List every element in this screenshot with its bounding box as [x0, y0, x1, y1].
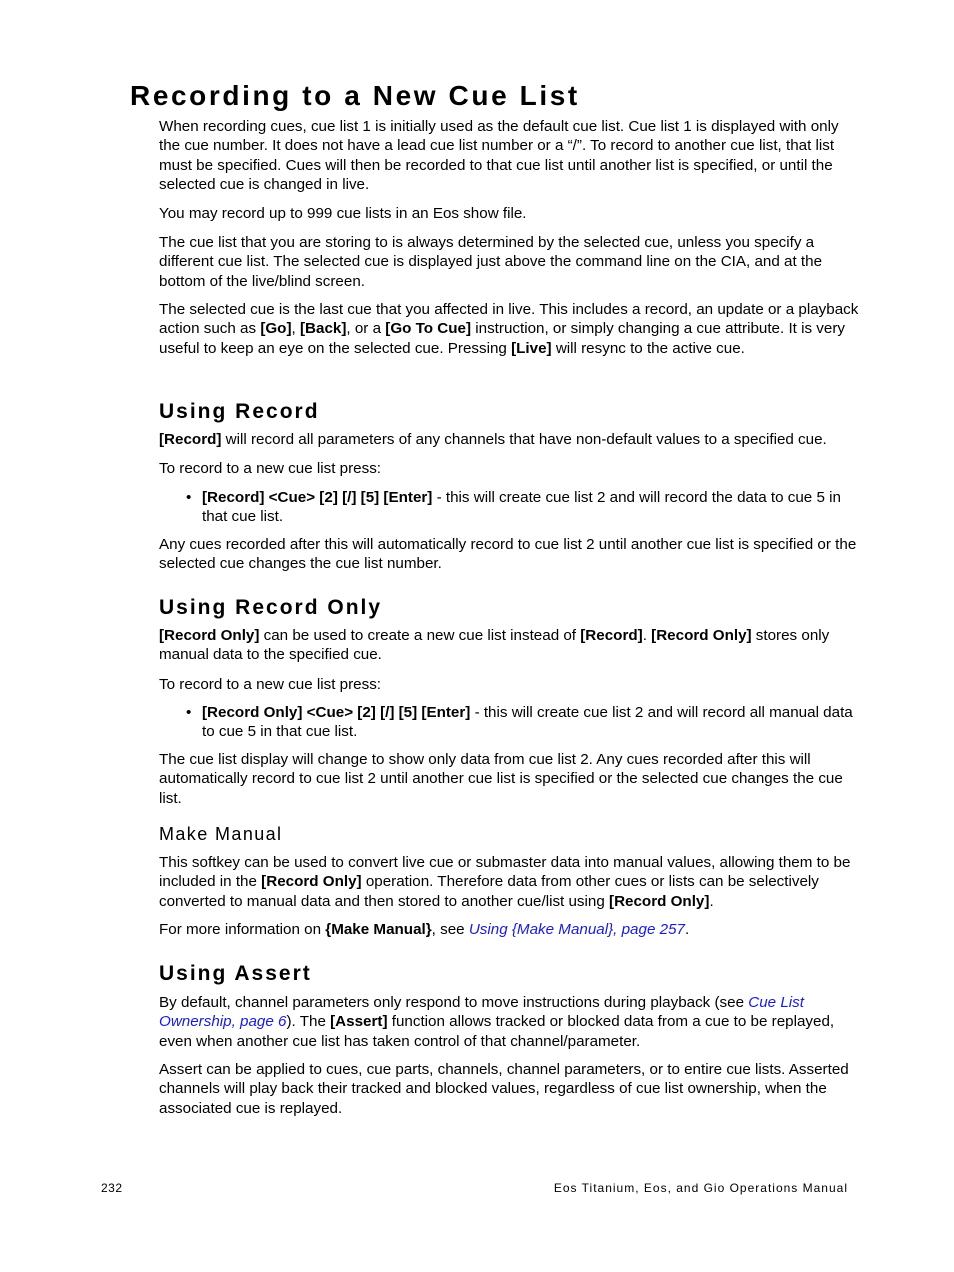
using-record-only-paragraph-1: [Record Only] can be used to create a new cue list instead of [Record]. [Record Only] stores only manual data to the specified cue. [159, 627, 830, 664]
make-manual-page-link[interactable]: Using {Make Manual}, page 257 [468, 921, 685, 938]
using-assert-paragraph-1: By default, channel parameters only respond to move instructions during playback (see Cue List Ownership, page 6). The [Assert] function allows tracked or blocked data from a cue to be replayed, even when another cue list has taken control of that channel/parameter. [159, 994, 835, 1050]
section-heading-using-assert: Using Assert [159, 962, 312, 985]
intro-paragraph-2: You may record up to 999 cue lists in an Eos show file. [159, 205, 527, 222]
intro-paragraph-4: The selected cue is the last cue that you affected in live. This includes a record, an update or a playback action such as [Go], [Back], or a [Go To Cue] instruction, or simply changing a cue attribute. It is very useful to keep an eye on the selected cue. Pressing [Live] will resync to the active cue. [159, 301, 859, 357]
key-go-to-cue: [Go To Cue] [385, 320, 472, 338]
using-record-paragraph-2: To record to a new cue list press: [159, 460, 382, 477]
section-heading-using-record: Using Record [159, 400, 320, 423]
using-assert-paragraph-2: Assert can be applied to cues, cue parts, channels, channel parameters, or to entire cue lists. Asserted channels will play back their tracked and blocked values, regardless of cue list ownership, when the associated cue is replayed. [159, 1061, 849, 1117]
cue-list-ownership-link[interactable]: Cue List Ownership, page 6 [159, 994, 804, 1031]
using-record-paragraph-3: Any cues recorded after this will automatically record to cue list 2 until another cue list is specified or the selected cue changes the cue list number. [159, 536, 857, 573]
intro-paragraph-3: The cue list that you are storing to is always determined by the selected cue, unless you specify a different cue list. The selected cue is displayed just above the command line on the CIA, and at the bottom of the live/blind screen. [159, 234, 823, 290]
using-record-only-paragraph-2: To record to a new cue list press: [159, 676, 382, 693]
subsection-heading-make-manual: Make Manual [159, 824, 283, 844]
key-back: [Back] [299, 320, 347, 338]
page-title: Recording to a New Cue List [130, 80, 580, 111]
key-go: [Go] [260, 320, 292, 338]
page-number: 232 [101, 1181, 123, 1195]
bullet-icon: • [186, 704, 192, 721]
section-heading-using-record-only: Using Record Only [159, 596, 383, 619]
bullet-icon: • [186, 489, 192, 506]
make-manual-paragraph-1: This softkey can be used to convert live cue or submaster data into manual values, allowing them to be included in the [Record Only] operation. Therefore data from other cues or lists can be selectively converted to manual data and then stored to another cue/list using [Record Only]. [159, 854, 851, 910]
key-live: [Live] [511, 339, 552, 357]
footer-manual-title: Eos Titanium, Eos, and Gio Operations Manual [553, 1181, 848, 1195]
using-record-only-bullet: [Record Only] <Cue> [2] [/] [5] [Enter] - this will create cue list 2 and will record all manual data to cue 5 in that cue list. [202, 704, 853, 741]
using-record-bullet: [Record] <Cue> [2] [/] [5] [Enter] - this will create cue list 2 and will record the data to cue 5 in that cue list. [202, 489, 841, 526]
make-manual-paragraph-2: For more information on {Make Manual}, see Using {Make Manual}, page 257. [159, 921, 690, 938]
using-record-only-paragraph-3: The cue list display will change to show only data from cue list 2. Any cues recorded after this will automatically record to cue list 2 until another cue list is specified or the selected cue changes the cue list. [159, 751, 843, 807]
intro-paragraph-1: When recording cues, cue list 1 is initially used as the default cue list. Cue list 1 is displayed with only the cue number. It does not have a lead cue list number or a “/”. To record to another cue list, that list must be specified. Cues will then be recorded to that cue list until another list is specified, or until the selected cue is changed in live. [159, 118, 839, 193]
using-record-paragraph-1: [Record] will record all parameters of any channels that have non-default values to a specified cue. [159, 431, 827, 448]
